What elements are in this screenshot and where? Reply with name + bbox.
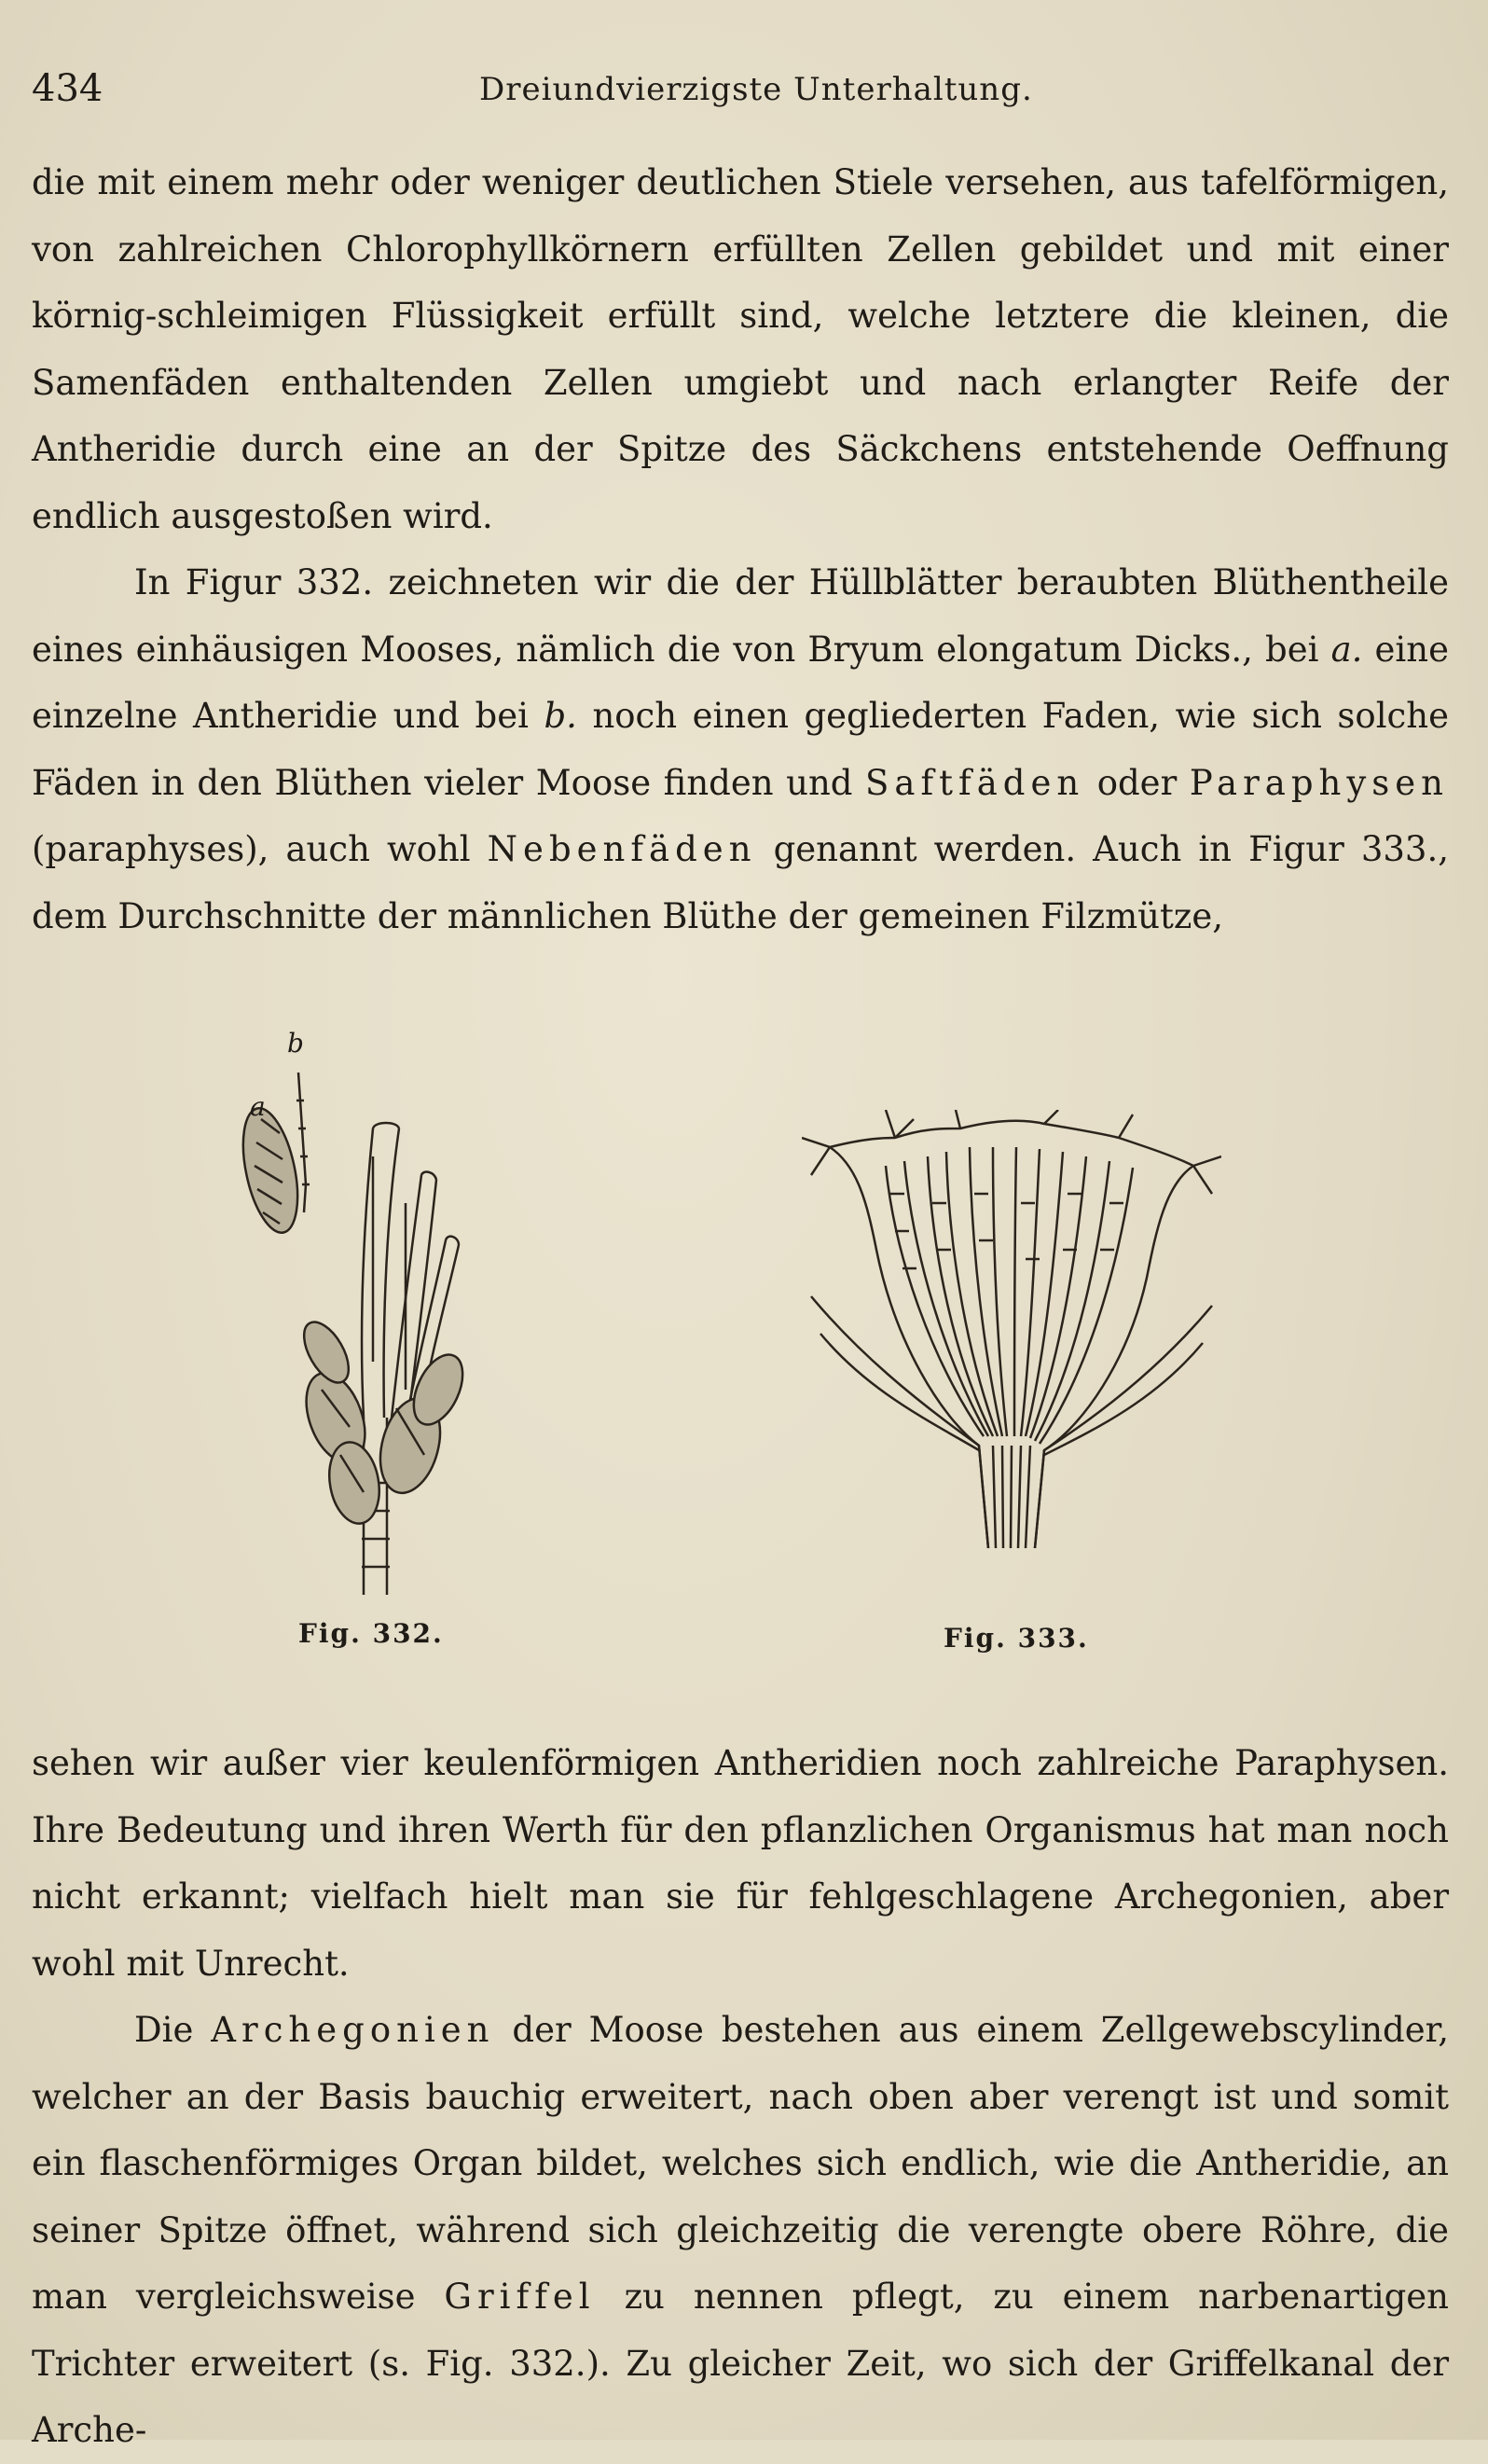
text-run: In Figur 332. zeichneten wir die der Hüllblätter beraubten Blüthentheile eines einhäusigen Mooses, nämlich die von Bryum elongatum Dicks., bei (32, 562, 1449, 670)
page-header (32, 67, 1449, 123)
text-run: eine einzelne Antheridie und bei (32, 629, 1449, 736)
figure-label-a: a (250, 1091, 266, 1122)
male-flower-section-drawing (802, 1110, 1221, 1548)
page-number: 434 (32, 67, 103, 110)
text-block-bottom (32, 1730, 1449, 2464)
running-title: Dreiundvierzigste Unterhaltung. (479, 71, 1033, 108)
paragraph-paraphyses: sehen wir außer vier keulenförmigen Antheridien noch zahlreiche Paraphysen. Ihre Bedeutung und ihren Werth für den pflanzlichen Organismus hat man noch nicht erkannt; vielfach hielt man sie für fehlgeschlagene Archegonien, aber wohl mit Unrecht. (32, 1743, 1449, 1984)
text-run: noch einen gegliederten Faden, wie sich solche Fäden in den Blüthen vieler Moose finden und (32, 696, 1449, 803)
term-nebenfaeden: Nebenfäden (487, 829, 757, 869)
paragraph-antheridia: die mit einem mehr oder weniger deutlichen Stiele versehen, aus tafelförmigen, von zahlreichen Chlorophyllkörnern erfüllten Zellen gebildet und mit einer körnig-schleimigen Flüssigkeit erfüllt sind, welche letztere die kleinen, die Samenfäden enthaltenden Zellen umgiebt und nach erlangter Reife der Antheridie durch eine an der Spitze des Säckchens entstehende Oeffnung endlich ausgestoßen wird. (32, 162, 1449, 536)
label-b-ref: b. (544, 696, 577, 736)
moss-flower-drawing (224, 1017, 503, 1595)
text-run: (paraphyses), auch wohl (32, 829, 488, 869)
text-run: zu nennen pflegt, zu einem narbenartigen Trichter erweitert (s. Fig. 332.). Zu gleicher Zeit, wo sich der Griffelkanal der Arche- (32, 2277, 1449, 2450)
label-a-ref: a. (1330, 629, 1363, 670)
figure-332-illustration (224, 1017, 503, 1595)
figure-332-caption: Fig. 332. (298, 1618, 444, 1649)
term-saftfaeden: Saftfäden (865, 762, 1085, 803)
term-griffel: Griffel (444, 2277, 596, 2317)
term-archegonien: Archegonien (211, 2010, 495, 2050)
term-paraphysen: Paraphysen (1189, 762, 1449, 803)
paragraph-figure-332 (32, 549, 1449, 949)
text-run: der Moose bestehen aus einem Zellgewebscylinder, welcher an der Basis bauchig erweitert, nach oben aber verengt ist und somit ein flaschenförmiges Organ bildet, welches sich endlich, wie die Antheridie, an seiner Spitze öffnet, während sich gleichzeitig die verengte obere Röhre, die man vergleichsweise (32, 2010, 1449, 2317)
figure-label-b: b (287, 1028, 304, 1059)
text-run: genannt werden. Auch in Figur 333., dem Durchschnitte der männlichen Blüthe der gemeinen Filzmütze, (32, 829, 1449, 936)
text-run: oder (1084, 762, 1190, 803)
paragraph-archegonia (32, 1997, 1449, 2464)
figure-333-illustration (802, 1110, 1221, 1548)
figure-333-caption: Fig. 333. (944, 1623, 1089, 1654)
text-run: Die (134, 2010, 212, 2050)
text-block-top (32, 149, 1449, 949)
